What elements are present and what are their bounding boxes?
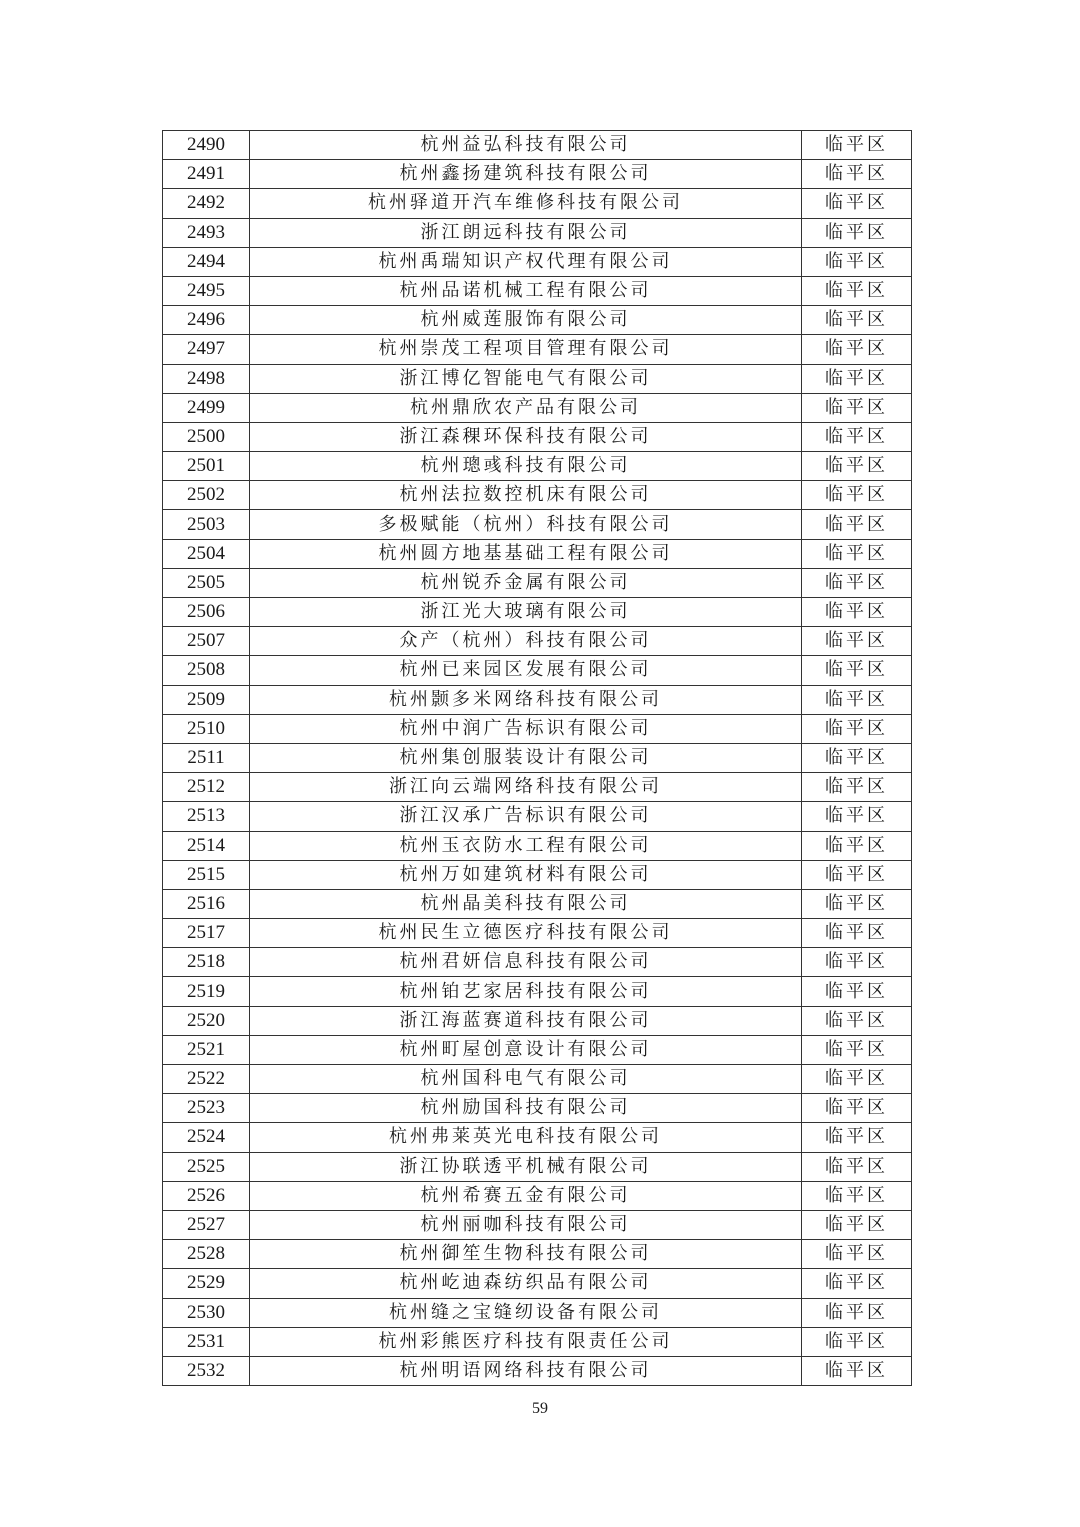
table-row [163,189,912,218]
company-name: 杭州明语网络科技有限公司 [250,1356,802,1385]
company-name: 浙江协联透平机械有限公司 [250,1152,802,1181]
row-number: 2514 [163,831,250,860]
table-row [163,598,912,627]
district: 临平区 [802,510,912,539]
district: 临平区 [802,1035,912,1064]
district: 临平区 [802,1152,912,1181]
table-row [163,743,912,772]
table-row [163,714,912,743]
row-number: 2513 [163,802,250,831]
row-number: 2522 [163,1065,250,1094]
table-row [163,627,912,656]
company-name: 杭州颢多米网络科技有限公司 [250,685,802,714]
district: 临平区 [802,656,912,685]
company-name: 浙江向云端网络科技有限公司 [250,773,802,802]
table-row [163,422,912,451]
company-name: 杭州缝之宝缝纫设备有限公司 [250,1298,802,1327]
company-name: 浙江博亿智能电气有限公司 [250,364,802,393]
company-name: 浙江森稞环保科技有限公司 [250,422,802,451]
company-name: 杭州町屋创意设计有限公司 [250,1035,802,1064]
row-number: 2509 [163,685,250,714]
row-number: 2530 [163,1298,250,1327]
company-name: 杭州鑫扬建筑科技有限公司 [250,160,802,189]
table-row [163,977,912,1006]
company-name: 众产（杭州）科技有限公司 [250,627,802,656]
row-number: 2518 [163,948,250,977]
company-name: 浙江朗远科技有限公司 [250,218,802,247]
district: 临平区 [802,393,912,422]
district: 临平区 [802,276,912,305]
company-name: 杭州弗莱英光电科技有限公司 [250,1123,802,1152]
row-number: 2532 [163,1356,250,1385]
table-row [163,802,912,831]
company-name: 杭州希赛五金有限公司 [250,1181,802,1210]
row-number: 2498 [163,364,250,393]
row-number: 2491 [163,160,250,189]
table-row [163,1327,912,1356]
district: 临平区 [802,568,912,597]
company-name: 杭州禹瑞知识产权代理有限公司 [250,247,802,276]
district: 临平区 [802,1269,912,1298]
district: 临平区 [802,743,912,772]
district: 临平区 [802,160,912,189]
company-name: 杭州玉衣防水工程有限公司 [250,831,802,860]
table-row [163,773,912,802]
table-row [163,1298,912,1327]
company-name: 杭州益弘科技有限公司 [250,131,802,160]
table-row [163,1065,912,1094]
district: 临平区 [802,131,912,160]
row-number: 2520 [163,1006,250,1035]
district: 临平区 [802,247,912,276]
district: 临平区 [802,773,912,802]
company-name: 杭州民生立德医疗科技有限公司 [250,919,802,948]
company-name: 杭州彩熊医疗科技有限责任公司 [250,1327,802,1356]
row-number: 2493 [163,218,250,247]
table-row [163,656,912,685]
row-number: 2501 [163,452,250,481]
row-number: 2529 [163,1269,250,1298]
table-row [163,1006,912,1035]
company-name: 杭州中润广告标识有限公司 [250,714,802,743]
row-number: 2504 [163,539,250,568]
company-name: 杭州屹迪森纺织品有限公司 [250,1269,802,1298]
table-row [163,1152,912,1181]
district: 临平区 [802,685,912,714]
company-name: 杭州晶美科技有限公司 [250,889,802,918]
row-number: 2524 [163,1123,250,1152]
company-name: 杭州法拉数控机床有限公司 [250,481,802,510]
company-list [162,130,911,1386]
company-name: 杭州品诺机械工程有限公司 [250,276,802,305]
row-number: 2502 [163,481,250,510]
row-number: 2495 [163,276,250,305]
company-name: 杭州君妍信息科技有限公司 [250,948,802,977]
row-number: 2526 [163,1181,250,1210]
row-number: 2515 [163,860,250,889]
table-row [163,1269,912,1298]
table-row [163,510,912,539]
page-number: 59 [532,1400,548,1417]
table-row [163,1356,912,1385]
district: 临平区 [802,714,912,743]
district: 临平区 [802,919,912,948]
row-number: 2531 [163,1327,250,1356]
table-row [163,539,912,568]
district: 临平区 [802,860,912,889]
district: 临平区 [802,1181,912,1210]
table-row [163,685,912,714]
row-number: 2516 [163,889,250,918]
district: 临平区 [802,1298,912,1327]
table-row [163,919,912,948]
table-row [163,481,912,510]
company-name: 多极赋能（杭州）科技有限公司 [250,510,802,539]
table-row [163,1181,912,1210]
district: 临平区 [802,627,912,656]
district: 临平区 [802,306,912,335]
district: 临平区 [802,1210,912,1239]
district: 临平区 [802,218,912,247]
company-name: 杭州丽咖科技有限公司 [250,1210,802,1239]
company-name: 杭州威莲服饰有限公司 [250,306,802,335]
company-name: 杭州圆方地基基础工程有限公司 [250,539,802,568]
table-row [163,452,912,481]
table-row [163,1210,912,1239]
table-row [163,335,912,364]
company-name: 浙江汉承广告标识有限公司 [250,802,802,831]
table-row [163,1094,912,1123]
district: 临平区 [802,1356,912,1385]
row-number: 2497 [163,335,250,364]
row-number: 2507 [163,627,250,656]
table-row [163,948,912,977]
table-row [163,1240,912,1269]
row-number: 2496 [163,306,250,335]
row-number: 2499 [163,393,250,422]
table-row [163,1123,912,1152]
table-row [163,831,912,860]
district: 临平区 [802,452,912,481]
row-number: 2492 [163,189,250,218]
district: 临平区 [802,189,912,218]
row-number: 2506 [163,598,250,627]
company-name: 杭州锐乔金属有限公司 [250,568,802,597]
row-number: 2523 [163,1094,250,1123]
row-number: 2510 [163,714,250,743]
company-name: 杭州励国科技有限公司 [250,1094,802,1123]
district: 临平区 [802,1094,912,1123]
table-row [163,247,912,276]
table-row [163,131,912,160]
district: 临平区 [802,889,912,918]
table-row [163,860,912,889]
table-row [163,160,912,189]
row-number: 2490 [163,131,250,160]
district: 临平区 [802,948,912,977]
row-number: 2494 [163,247,250,276]
row-number: 2505 [163,568,250,597]
company-name: 杭州鼎欣农产品有限公司 [250,393,802,422]
district: 临平区 [802,802,912,831]
company-name: 杭州驿道开汽车维修科技有限公司 [250,189,802,218]
company-name: 杭州国科电气有限公司 [250,1065,802,1094]
district: 临平区 [802,1065,912,1094]
district: 临平区 [802,539,912,568]
district: 临平区 [802,335,912,364]
row-number: 2519 [163,977,250,1006]
company-name: 浙江光大玻璃有限公司 [250,598,802,627]
row-number: 2503 [163,510,250,539]
table-row [163,889,912,918]
district: 临平区 [802,1327,912,1356]
row-number: 2527 [163,1210,250,1239]
row-number: 2521 [163,1035,250,1064]
district: 临平区 [802,422,912,451]
row-number: 2517 [163,919,250,948]
company-name: 杭州铂艺家居科技有限公司 [250,977,802,1006]
row-number: 2508 [163,656,250,685]
table-body [163,131,912,1386]
row-number: 2525 [163,1152,250,1181]
company-table [162,130,912,1386]
row-number: 2528 [163,1240,250,1269]
table-row [163,393,912,422]
table-row [163,568,912,597]
district: 临平区 [802,364,912,393]
table-row [163,364,912,393]
district: 临平区 [802,1006,912,1035]
company-name: 杭州已来园区发展有限公司 [250,656,802,685]
row-number: 2511 [163,743,250,772]
district: 临平区 [802,598,912,627]
table-row [163,1035,912,1064]
company-name: 杭州集创服装设计有限公司 [250,743,802,772]
table-row [163,218,912,247]
company-name: 杭州御笙生物科技有限公司 [250,1240,802,1269]
company-name: 浙江海蓝赛道科技有限公司 [250,1006,802,1035]
district: 临平区 [802,831,912,860]
row-number: 2500 [163,422,250,451]
district: 临平区 [802,1123,912,1152]
table-row [163,306,912,335]
company-name: 杭州崇茂工程项目管理有限公司 [250,335,802,364]
company-name: 杭州万如建筑材料有限公司 [250,860,802,889]
table-row [163,276,912,305]
district: 临平区 [802,481,912,510]
district: 临平区 [802,1240,912,1269]
company-name: 杭州璁彧科技有限公司 [250,452,802,481]
district: 临平区 [802,977,912,1006]
row-number: 2512 [163,773,250,802]
